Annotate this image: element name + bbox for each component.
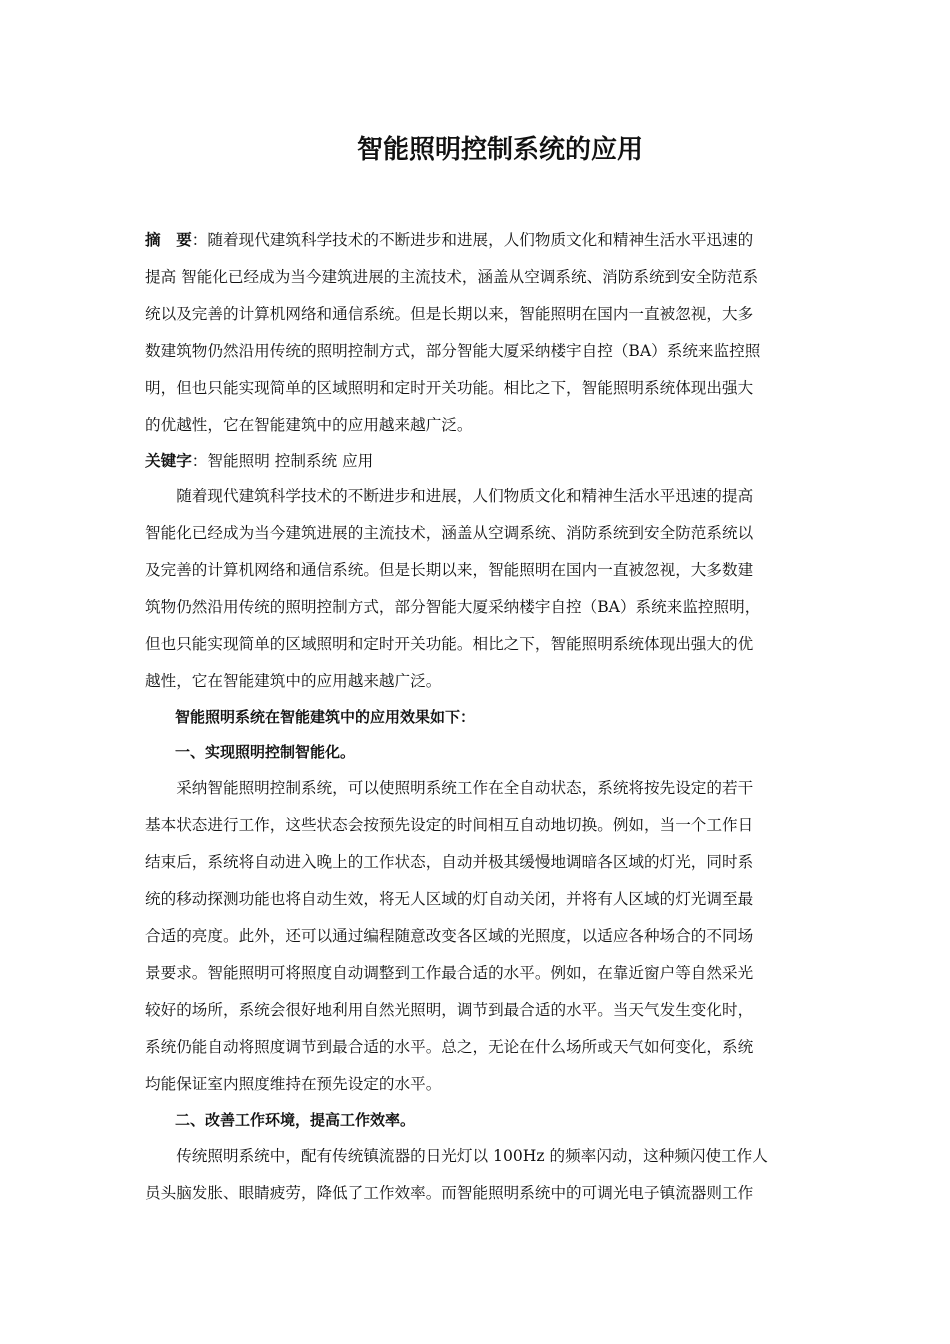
effects-heading: 智能照明系统在智能建筑中的应用效果如下： — [175, 708, 476, 726]
section-1-line: 结束后，系统将自动进入晚上的工作状态，自动并极其缓慢地调暗各区域的灯光，同时系 — [145, 853, 754, 871]
abstract-line: 明，但也只能实现简单的区域照明和定时开关功能。相比之下，智能照明系统体现出强大 — [145, 379, 754, 397]
abstract-paragraph — [145, 222, 805, 444]
section-1-heading: 一、实现照明控制智能化。 — [175, 743, 356, 761]
section-1-line: 基本状态进行工作，这些状态会按预先设定的时间相互自动地切换。例如，当一个工作日 — [145, 816, 754, 834]
abstract-line: 数建筑物仍然沿用传统的照明控制方式，部分智能大厦采纳楼宇自控（BA）系统来监控照 — [145, 342, 761, 360]
section-1-line: 景要求。智能照明可将照度自动调整到工作最合适的水平。例如，在靠近窗户等自然采光 — [145, 964, 754, 982]
abstract-line: 统以及完善的计算机网络和通信系统。但是长期以来，智能照明在国内一直被忽视，大多 — [145, 305, 754, 323]
abstract-line — [145, 222, 805, 259]
section-1-line: 较好的场所，系统会很好地利用自然光照明，调节到最合适的水平。当天气发生变化时， — [145, 1001, 754, 1019]
intro-line: 随着现代建筑科学技术的不断进步和进展，人们物质文化和精神生活水平迅速的提高 — [176, 487, 754, 505]
document-title: 智能照明控制系统的应用 — [356, 135, 643, 165]
intro-line: 及完善的计算机网络和通信系统。但是长期以来，智能照明在国内一直被忽视，大多数建 — [145, 561, 754, 579]
abstract-line: 提高 智能化已经成为当今建筑进展的主流技术，涵盖从空调系统、消防系统到安全防范系 — [145, 268, 759, 286]
intro-line: 但也只能实现简单的区域照明和定时开关功能。相比之下，智能照明系统体现出强大的优 — [145, 635, 754, 653]
section-1-paragraph — [145, 770, 805, 1103]
keywords-line — [145, 444, 805, 478]
section-1-line: 统的移动探测功能也将自动生效，将无人区域的灯自动关闭，并将有人区域的灯光调至最 — [145, 890, 754, 908]
abstract-label: 摘 要 — [145, 231, 192, 249]
section-1-line: 系统仍能自动将照度调节到最合适的水平。总之，无论在什么场所或天气如何变化，系统 — [145, 1038, 754, 1056]
intro-line: 筑物仍然沿用传统的照明控制方式，部分智能大厦采纳楼宇自控（BA）系统来监控照明， — [145, 598, 761, 616]
keywords-separator: ： — [191, 452, 208, 470]
section-2-heading: 二、改善工作环境，提高工作效率。 — [175, 1111, 416, 1129]
section-2-line: 传统照明系统中，配有传统镇流器的日光灯以 100Hz 的频率闪动，这种频闪使工作人 — [176, 1147, 768, 1165]
section-2-line: 员头脑发胀、眼睛疲劳，降低了工作效率。而智能照明系统中的可调光电子镇流器则工作 — [145, 1184, 754, 1202]
abstract-separator: ： — [191, 231, 208, 249]
keywords-label: 关键字 — [145, 452, 192, 470]
section-1-line: 采纳智能照明控制系统，可以使照明系统工作在全自动状态，系统将按先设定的若干 — [176, 779, 754, 797]
document-body — [145, 222, 805, 1212]
section-2-paragraph — [145, 1138, 805, 1212]
abstract-line: 的优越性，它在智能建筑中的应用越来越广泛。 — [145, 416, 473, 434]
abstract-text: 随着现代建筑科学技术的不断进步和进展，人们物质文化和精神生活水平迅速的 — [207, 231, 754, 249]
intro-line: 智能化已经成为当今建筑进展的主流技术，涵盖从空调系统、消防系统到安全防范系统以 — [145, 524, 754, 542]
intro-line: 越性，它在智能建筑中的应用越来越广泛。 — [145, 672, 442, 690]
section-1-line: 均能保证室内照度维持在预先设定的水平。 — [145, 1075, 442, 1093]
section-1-line: 合适的亮度。此外，还可以通过编程随意改变各区域的光照度，以适应各种场合的不同场 — [145, 927, 754, 945]
keywords-text: 智能照明 控制系统 应用 — [207, 452, 374, 470]
intro-paragraph — [145, 478, 805, 700]
